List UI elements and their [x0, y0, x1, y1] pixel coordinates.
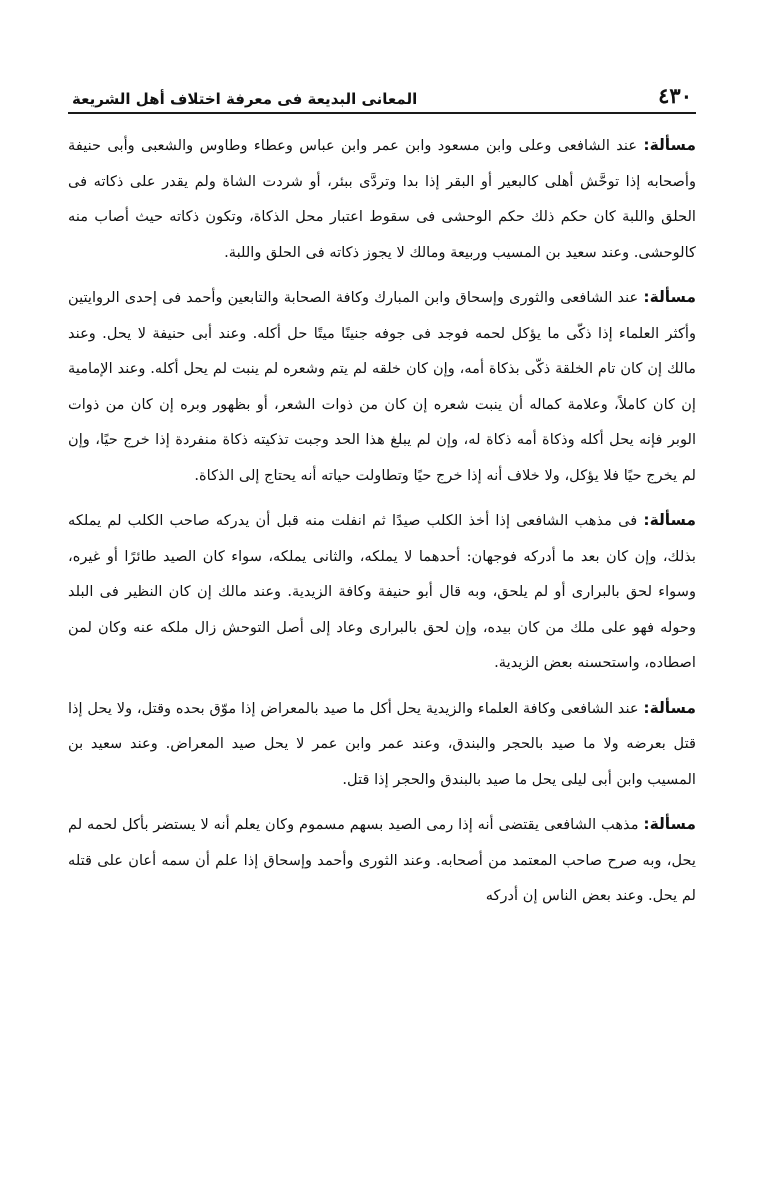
- masala-label: مسألة:: [643, 288, 696, 306]
- masala-label: مسألة:: [643, 136, 696, 154]
- book-title: المعانى البديعة فى معرفة اختلاف أهل الشريعة: [72, 90, 418, 108]
- masala-text: مذهب الشافعى يقتضى أنه إذا رمى الصيد بسهم مسموم وكان يعلم أنه لا يستضر بأكل لحمه لم يحل، وبه صرح صاحب المعتمد من أصحابه. وعند الثورى وأحمد وإسحاق إذا علم أن سمه أعان على قتله لم يحل. وعند بعض الناس إن أدركه: [68, 816, 696, 904]
- book-page: [68, 78, 696, 924]
- masala-label: مسألة:: [643, 511, 696, 529]
- masala-label: مسألة:: [643, 815, 696, 833]
- body-text: [68, 128, 696, 914]
- masala-paragraph: [68, 128, 696, 270]
- masala-paragraph: [68, 807, 696, 914]
- masala-paragraph: [68, 503, 696, 681]
- masala-text: عند الشافعى وكافة العلماء والزيدية يحل أكل ما صيد بالمعراض إذا موّق بحده وقتل، ولا يحل إذا قتل بعرضه ولا ما صيد بالحجر والبندق، وعند عمر وابن عمر لا يحل صيد المعراض. وعند سعيد بن المسيب وابن أبى ليلى يحل ما صيد بالبندق والحجر إذا قتل.: [68, 699, 696, 788]
- running-header: [68, 78, 696, 114]
- masala-text: فى مذهب الشافعى إذا أخذ الكلب صيدًا ثم انفلت منه قبل أن يدركه صاحب الكلب لم يملكه بذلك، وإن كان بعد ما أدركه فوجهان: أحدهما لا يملكه، والثانى يملكه، سواء كان الصيد طائرًا أو غيره، وسواء لحق بالبرارى أو لم يلحق، وبه قال أبو حنيفة وكافة الزيدية. وعند مالك إن كان النظير فى البلد وحوله فهو على ملك من كان بيده، وإن لحق بالبرارى وعاد إلى أصل التوحش زال ملكه عنه وكان لمن اصطاده، واستحسنه بعض الزيدية.: [68, 512, 696, 671]
- page-number: ٤٣٠: [658, 83, 692, 108]
- masala-text: عند الشافعى وعلى وابن مسعود وابن عمر وابن عباس وعطاء وطاوس والشعبى وأبى حنيفة وأصحابه إذا توحَّش أهلى كالبعير أو البقر إذا بدا وتردَّى ببئر، أو شردت الشاة ولم يقدر على ذكاته فى الحلق واللبة كان حكم ذلك حكم الوحشى فى سقوط اعتبار محل الذكاة، وتكون ذكاته حيث أصاب منه كالوحشى. وعند سعيد بن المسيب وربيعة ومالك لا يجوز ذكاته فى الحلق واللبة.: [68, 137, 696, 261]
- masala-paragraph: [68, 280, 696, 493]
- masala-text: عند الشافعى والثورى وإسحاق وابن المبارك وكافة الصحابة والتابعين وأحمد فى إحدى الروايتين وأكثر العلماء إذا ذكّى ما يؤكل لحمه فوجد فى جوفه جنينًا ميتًا حل أكله. وعند أبى حنيفة لا يحل. وعند مالك إن كان تام الخلقة ذكّى بذكاة أمه، وإن كان خلقه لم يتم وشعره لم ينبت لم يحل أكله. وعند الإمامية إن كان كاملاً، وعلامة كماله أن ينبت شعره إن كان من ذوات الشعر، أو بظهور وبره إن كان من ذوات الوبر فإنه يحل أكله وذكاة أمه ذكاة له، وإن لم يبلغ هذا الحد وجبت تذكيته ذكاة منفردة إذا خرج حيًا، وإن لم يخرج حيًا فلا يؤكل، ولا خلاف أنه إذا خرج حيًا وتطاولت حياته أنه يحتاج إلى الذكاة.: [68, 289, 696, 484]
- masala-paragraph: [68, 691, 696, 798]
- masala-label: مسألة:: [643, 698, 696, 717]
